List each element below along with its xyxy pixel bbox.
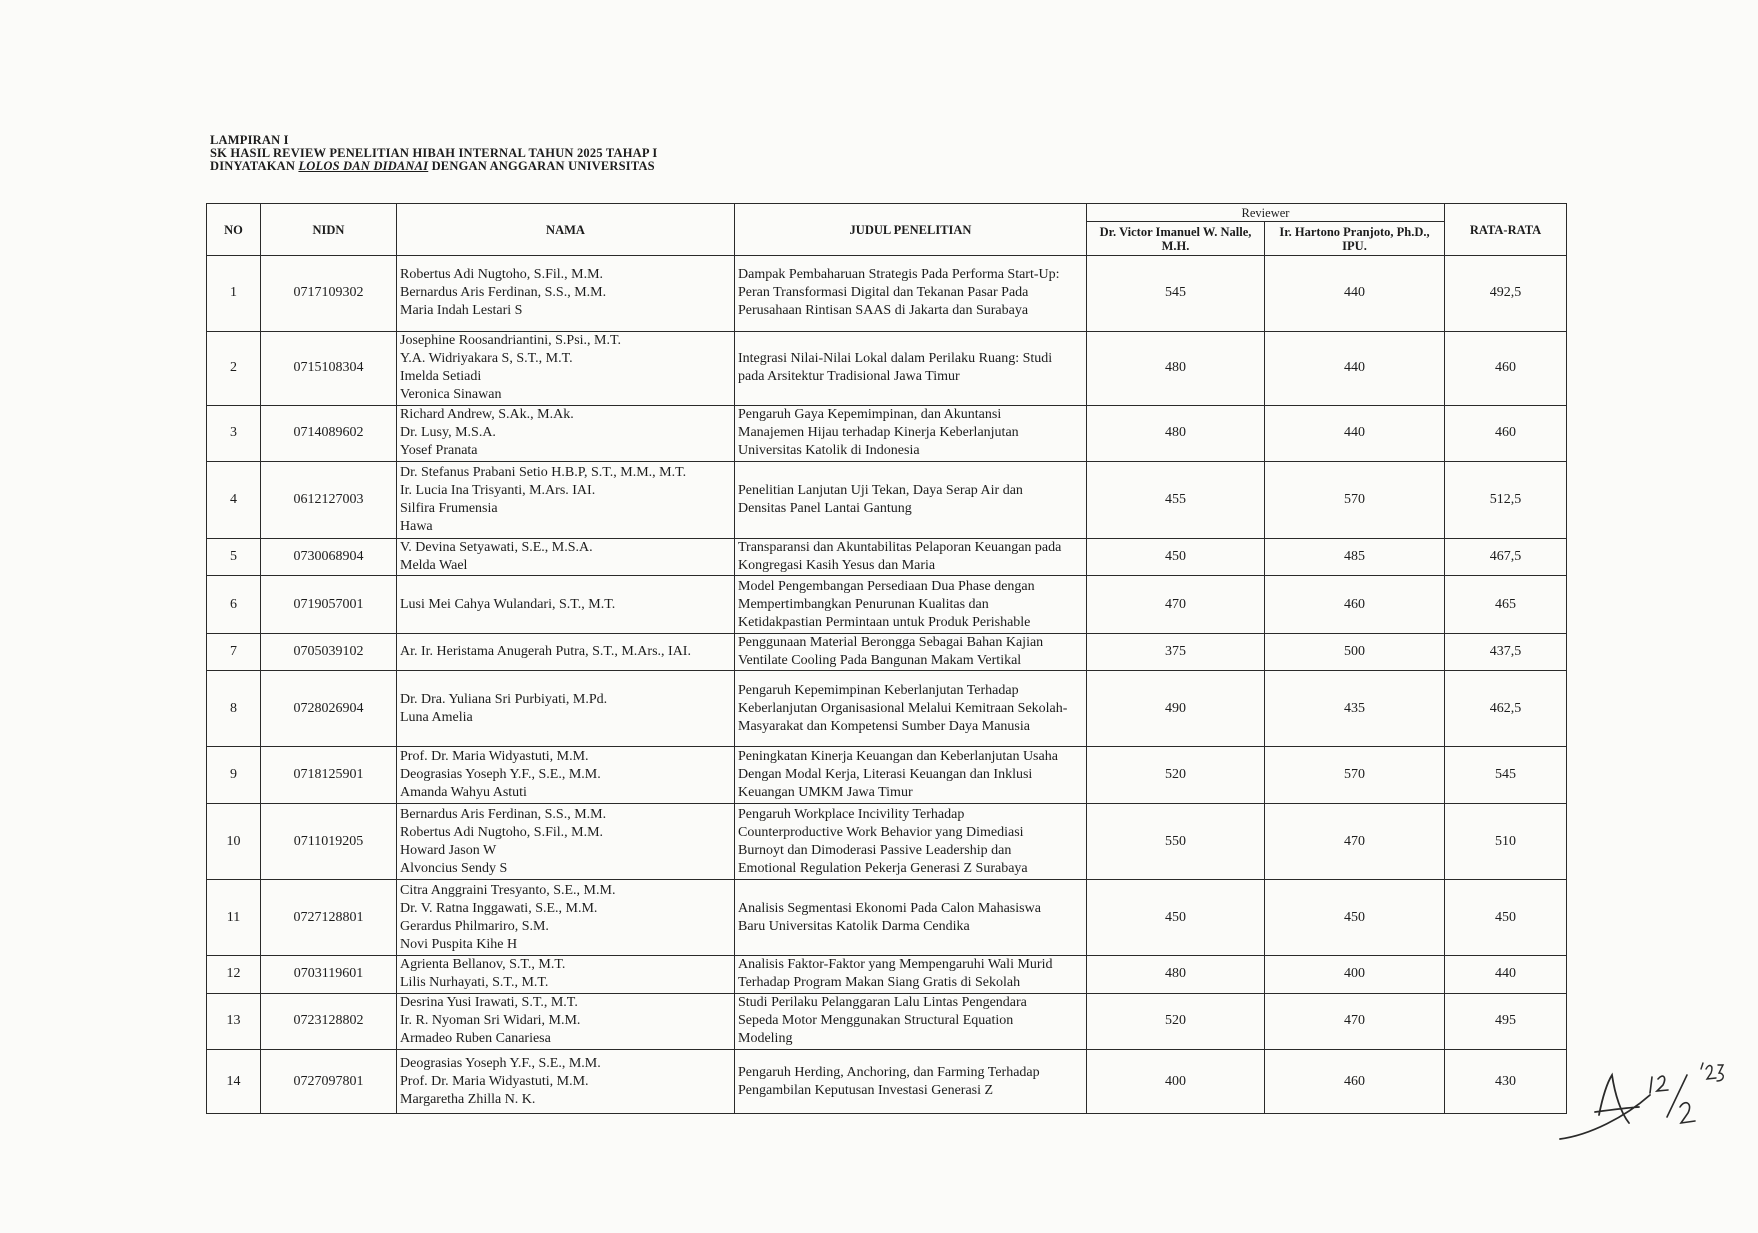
row-nama [397, 538, 735, 575]
row-nama-line: Deograsias Yoseph Y.F., S.E., M.M. [400, 766, 601, 782]
row-nama-line: Margaretha Zhilla N. K. [400, 1091, 536, 1107]
row-judul-line: Penggunaan Material Berongga Sebagai Bahan Kajian [738, 635, 1044, 651]
row-nama-line: Dr. Stefanus Prabani Setio H.B.P, S.T., M.M., M.T. [400, 465, 687, 481]
row-average: 462,5 [1445, 671, 1567, 747]
row-judul-line: Dampak Pembaharuan Strategis Pada Performa Start-Up: [738, 267, 1060, 283]
row-judul-line: Penelitian Lanjutan Uji Tekan, Daya Serap Air dan [738, 483, 1023, 499]
row-number: 14 [207, 1050, 261, 1114]
row-number: 9 [207, 747, 261, 804]
row-judul-line: Emotional Regulation Pekerja Generasi Z Surabaya [738, 860, 1028, 876]
row-reviewer-1-score: 480 [1087, 331, 1265, 405]
row-nama [397, 747, 735, 804]
row-nama [397, 993, 735, 1050]
row-judul-line: Densitas Panel Lantai Gantung [738, 501, 912, 517]
row-judul [735, 576, 1087, 634]
heading-line-2: SK HASIL REVIEW PENELITIAN HIBAH INTERNAL TAHUN 2025 TAHAP I [210, 146, 658, 160]
row-nama-line: Dr. Dra. Yuliana Sri Purbiyati, M.Pd. [400, 691, 608, 707]
row-number: 1 [207, 256, 261, 332]
header-no: NO [207, 204, 261, 256]
table-row [207, 331, 1567, 405]
row-judul-line: Manajemen Hijau terhadap Kinerja Keberlanjutan [738, 425, 1019, 441]
row-nama-line: Dr. V. Ratna Inggawati, S.E., M.M. [400, 900, 598, 916]
row-nama-line: Richard Andrew, S.Ak., M.Ak. [400, 407, 574, 423]
row-reviewer-1-score: 470 [1087, 576, 1265, 634]
row-judul [735, 405, 1087, 462]
row-nama-line: Novi Puspita Kihe H [400, 936, 518, 952]
row-nama-line: Prof. Dr. Maria Widyastuti, M.M. [400, 1073, 589, 1089]
row-judul-line: Pengaruh Herding, Anchoring, dan Farming Terhadap [738, 1064, 1040, 1080]
row-judul-line: Ketidakpastian Permintaan untuk Produk Perishable [738, 614, 1031, 630]
row-judul-line: Pengaruh Kepemimpinan Keberlanjutan Terhadap [738, 682, 1019, 698]
row-judul-line: Pengambilan Keputusan Investasi Generasi Z [738, 1082, 994, 1098]
row-number: 8 [207, 671, 261, 747]
row-nama-line: Yosef Pranata [400, 443, 478, 459]
row-number: 5 [207, 538, 261, 575]
row-reviewer-1-score: 480 [1087, 956, 1265, 993]
header-reviewer: Reviewer [1087, 204, 1445, 222]
row-reviewer-2-score: 400 [1265, 956, 1445, 993]
row-number: 4 [207, 462, 261, 539]
header-rata-rata: RATA-RATA [1445, 204, 1567, 256]
row-judul-line: Ventilate Cooling Pada Bangunan Makam Vertikal [738, 653, 1022, 669]
row-nama-line: Hawa [400, 519, 433, 535]
row-judul [735, 538, 1087, 575]
row-nama-line: Bernardus Aris Ferdinan, S.S., M.M. [400, 285, 607, 301]
row-nidn: 0718125901 [261, 747, 397, 804]
header-nidn: NIDN [261, 204, 397, 256]
row-nama-line: Maria Indah Lestari S [400, 303, 523, 319]
row-nama-line: Lilis Nurhayati, S.T., M.T. [400, 975, 549, 991]
row-judul-line: Perusahaan Rintisan SAAS di Jakarta dan Surabaya [738, 303, 1029, 319]
row-average: 510 [1445, 803, 1567, 880]
row-nama-line: Gerardus Philmariro, S.M. [400, 918, 549, 934]
row-judul-line: Masyarakat dan Kompetensi Sumber Daya Manusia [738, 718, 1030, 734]
row-number: 6 [207, 576, 261, 634]
table-row [207, 993, 1567, 1050]
row-nama-line: Ir. R. Nyoman Sri Widari, M.M. [400, 1013, 581, 1029]
heading-line-1: LAMPIRAN I [210, 133, 289, 147]
row-judul [735, 671, 1087, 747]
header-reviewer-2: Ir. Hartono Pranjoto, Ph.D., IPU. [1265, 222, 1445, 256]
row-judul-line: Burnoyt dan Dimoderasi Passive Leadership dan [738, 842, 1012, 858]
heading-line-3-prefix: DINYATAKAN [210, 159, 299, 173]
row-judul-line: Pengaruh Workplace Incivility Terhadap [738, 806, 965, 822]
row-reviewer-2-score: 470 [1265, 993, 1445, 1050]
row-nama-line: Agrienta Bellanov, S.T., M.T. [400, 957, 566, 973]
row-judul [735, 956, 1087, 993]
row-nidn: 0727128801 [261, 880, 397, 956]
row-reviewer-2-score: 500 [1265, 633, 1445, 670]
row-nama-line: Citra Anggraini Tresyanto, S.E., M.M. [400, 882, 616, 898]
row-nama-line: Robertus Adi Nugtoho, S.Fil., M.M. [400, 824, 604, 840]
table-row [207, 576, 1567, 634]
row-judul-line: Analisis Faktor-Faktor yang Mempengaruhi Wali Murid [738, 957, 1053, 973]
row-reviewer-2-score: 435 [1265, 671, 1445, 747]
row-nama-line: Howard Jason W [400, 842, 497, 858]
row-reviewer-1-score: 520 [1087, 993, 1265, 1050]
row-average: 460 [1445, 331, 1567, 405]
row-reviewer-1-score: 545 [1087, 256, 1265, 332]
row-reviewer-2-score: 460 [1265, 1050, 1445, 1114]
heading-line-3 [210, 160, 657, 173]
row-nama-line: Desrina Yusi Irawati, S.T., M.T. [400, 995, 578, 1011]
row-judul-line: Universitas Katolik di Indonesia [738, 443, 920, 459]
table-row [207, 256, 1567, 332]
row-judul-line: Mempertimbangkan Penurunan Kualitas dan [738, 596, 989, 612]
row-judul-line: Keuangan UMKM Jawa Timur [738, 784, 913, 800]
row-judul-line: Pengaruh Gaya Kepemimpinan, dan Akuntansi [738, 407, 1002, 423]
row-nama-line: Prof. Dr. Maria Widyastuti, M.M. [400, 748, 589, 764]
row-reviewer-2-score: 440 [1265, 331, 1445, 405]
row-nama [397, 462, 735, 539]
row-nama-line: V. Devina Setyawati, S.E., M.S.A. [400, 540, 593, 556]
header-nama: NAMA [397, 204, 735, 256]
row-judul [735, 256, 1087, 332]
row-reviewer-2-score: 570 [1265, 747, 1445, 804]
row-reviewer-2-score: 485 [1265, 538, 1445, 575]
row-average: 467,5 [1445, 538, 1567, 575]
row-number: 13 [207, 993, 261, 1050]
row-number: 7 [207, 633, 261, 670]
table-row [207, 1050, 1567, 1114]
table-row [207, 880, 1567, 956]
row-nama-line: Ir. Lucia Ina Trisyanti, M.Ars. IAI. [400, 483, 596, 499]
row-average: 512,5 [1445, 462, 1567, 539]
row-nama [397, 671, 735, 747]
row-judul-line: Peran Transformasi Digital dan Tekanan Pasar Pada [738, 285, 1029, 301]
row-judul-line: Sepeda Motor Menggunakan Structural Equation [738, 1013, 1014, 1029]
row-judul [735, 747, 1087, 804]
row-reviewer-1-score: 480 [1087, 405, 1265, 462]
row-nidn: 0730068904 [261, 538, 397, 575]
row-judul-line: Peningkatan Kinerja Keuangan dan Keberlanjutan Usaha [738, 748, 1058, 764]
row-judul-line: Transparansi dan Akuntabilitas Pelaporan Keuangan pada [738, 540, 1062, 556]
table-row [207, 803, 1567, 880]
row-nama-line: Melda Wael [400, 558, 468, 574]
row-nidn: 0714089602 [261, 405, 397, 462]
row-reviewer-1-score: 490 [1087, 671, 1265, 747]
row-judul [735, 803, 1087, 880]
row-reviewer-1-score: 520 [1087, 747, 1265, 804]
table-row [207, 671, 1567, 747]
row-average: 465 [1445, 576, 1567, 634]
row-average: 492,5 [1445, 256, 1567, 332]
row-average: 437,5 [1445, 633, 1567, 670]
header-reviewer-1: Dr. Victor Imanuel W. Nalle, M.H. [1087, 222, 1265, 256]
row-number: 11 [207, 880, 261, 956]
document-heading [210, 134, 657, 173]
row-reviewer-2-score: 470 [1265, 803, 1445, 880]
row-nama-line: Silfira Frumensia [400, 501, 498, 517]
row-judul-line: pada Arsitektur Tradisional Jawa Timur [738, 369, 960, 385]
row-nama-line: Ar. Ir. Heristama Anugerah Putra, S.T., M.Ars., IAI. [400, 644, 691, 660]
row-nidn: 0711019205 [261, 803, 397, 880]
row-judul [735, 331, 1087, 405]
row-average: 495 [1445, 993, 1567, 1050]
row-judul-line: Counterproductive Work Behavior yang Dimediasi [738, 824, 1024, 840]
row-nama [397, 880, 735, 956]
row-judul-line: Analisis Segmentasi Ekonomi Pada Calon Mahasiswa [738, 900, 1041, 916]
row-judul [735, 462, 1087, 539]
row-nidn: 0717109302 [261, 256, 397, 332]
row-nama [397, 256, 735, 332]
row-nidn: 0727097801 [261, 1050, 397, 1114]
row-number: 3 [207, 405, 261, 462]
row-nidn: 0715108304 [261, 331, 397, 405]
row-number: 10 [207, 803, 261, 880]
row-nama-line: Armadeo Ruben Canariesa [400, 1031, 551, 1047]
row-nidn: 0703119601 [261, 956, 397, 993]
row-nama [397, 956, 735, 993]
row-judul-line: Dengan Modal Kerja, Literasi Keuangan dan Inklusi [738, 766, 1033, 782]
row-judul-line: Kongregasi Kasih Yesus dan Maria [738, 558, 936, 574]
row-nama-line: Bernardus Aris Ferdinan, S.S., M.M. [400, 806, 607, 822]
row-nama-line: Imelda Setiadi [400, 369, 482, 385]
row-judul-line: Studi Perilaku Pelanggaran Lalu Lintas Pengendara [738, 995, 1027, 1011]
row-number: 12 [207, 956, 261, 993]
row-nama [397, 331, 735, 405]
table-row [207, 747, 1567, 804]
heading-line-3-suffix: DENGAN ANGGARAN UNIVERSITAS [428, 159, 655, 173]
row-judul-line: Baru Universitas Katolik Darma Cendika [738, 918, 970, 934]
table-row [207, 538, 1567, 575]
row-judul-line: Integrasi Nilai-Nilai Lokal dalam Perilaku Ruang: Studi [738, 351, 1053, 367]
row-reviewer-2-score: 460 [1265, 576, 1445, 634]
row-nama-line: Robertus Adi Nugtoho, S.Fil., M.M. [400, 267, 604, 283]
row-nama-line: Veronica Sinawan [400, 387, 502, 403]
row-nama-line: Josephine Roosandriantini, S.Psi., M.T. [400, 333, 622, 349]
row-nidn: 0719057001 [261, 576, 397, 634]
row-judul [735, 633, 1087, 670]
row-reviewer-2-score: 450 [1265, 880, 1445, 956]
row-average: 460 [1445, 405, 1567, 462]
heading-emphasis: LOLOS DAN DIDANAI [298, 159, 429, 173]
row-judul-line: Model Pengembangan Persediaan Dua Phase dengan [738, 578, 1035, 594]
row-nama [397, 803, 735, 880]
row-nama-line: Y.A. Widriyakara S, S.T., M.T. [400, 351, 573, 367]
row-reviewer-1-score: 450 [1087, 880, 1265, 956]
row-nama [397, 405, 735, 462]
table-row [207, 633, 1567, 670]
row-average: 430 [1445, 1050, 1567, 1114]
row-nama-line: Dr. Lusy, M.S.A. [400, 425, 496, 441]
row-number: 2 [207, 331, 261, 405]
row-average: 440 [1445, 956, 1567, 993]
table-row [207, 462, 1567, 539]
row-nama-line: Alvoncius Sendy S [400, 860, 508, 876]
review-results-table [206, 203, 1567, 1114]
row-nama [397, 633, 735, 670]
table-row [207, 956, 1567, 993]
header-judul-penelitian: JUDUL PENELITIAN [735, 204, 1087, 256]
row-reviewer-1-score: 455 [1087, 462, 1265, 539]
row-judul [735, 993, 1087, 1050]
row-reviewer-1-score: 550 [1087, 803, 1265, 880]
handwritten-signature [1555, 1055, 1730, 1150]
row-reviewer-1-score: 375 [1087, 633, 1265, 670]
row-nama-line: Lusi Mei Cahya Wulandari, S.T., M.T. [400, 596, 616, 612]
row-average: 450 [1445, 880, 1567, 956]
row-judul [735, 1050, 1087, 1114]
row-reviewer-2-score: 440 [1265, 405, 1445, 462]
row-nama [397, 1050, 735, 1114]
row-average: 545 [1445, 747, 1567, 804]
row-reviewer-2-score: 440 [1265, 256, 1445, 332]
row-judul-line: Modeling [738, 1031, 793, 1047]
row-reviewer-1-score: 400 [1087, 1050, 1265, 1114]
row-nama-line: Deograsias Yoseph Y.F., S.E., M.M. [400, 1055, 601, 1071]
row-nidn: 0705039102 [261, 633, 397, 670]
row-nidn: 0728026904 [261, 671, 397, 747]
row-judul [735, 880, 1087, 956]
row-judul-line: Keberlanjutan Organisasional Melalui Kemitraan Sekolah- [738, 700, 1068, 716]
row-judul-line: Terhadap Program Makan Siang Gratis di Sekolah [738, 975, 1021, 991]
row-nama [397, 576, 735, 634]
row-reviewer-1-score: 450 [1087, 538, 1265, 575]
row-nidn: 0723128802 [261, 993, 397, 1050]
table-row [207, 405, 1567, 462]
row-reviewer-2-score: 570 [1265, 462, 1445, 539]
row-nama-line: Amanda Wahyu Astuti [400, 784, 527, 800]
row-nama-line: Luna Amelia [400, 709, 473, 725]
row-nidn: 0612127003 [261, 462, 397, 539]
